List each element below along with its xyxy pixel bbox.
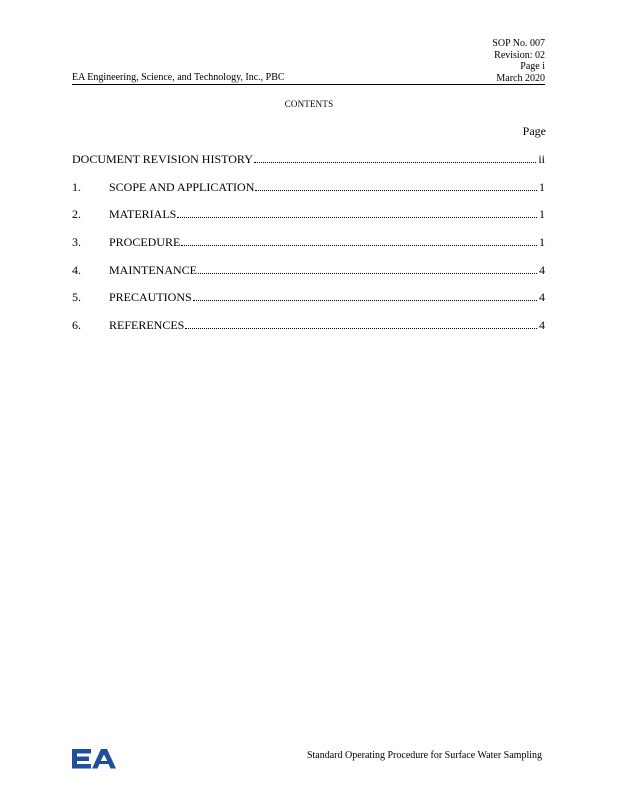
toc-entry-procedure[interactable] [72, 235, 545, 263]
toc-entry-maintenance[interactable] [72, 263, 545, 291]
header-divider [72, 84, 545, 85]
toc-leader-dots [193, 300, 537, 301]
toc-entry-number: 1. [72, 179, 81, 194]
company-name: EA Engineering, Science, and Technology, Inc., PBC [72, 72, 285, 83]
toc-entry-page: 1 [539, 207, 545, 222]
toc-entry-title: PROCEDURE [109, 235, 181, 250]
toc-entry-scope[interactable] [72, 180, 545, 208]
toc-entry-references[interactable] [72, 318, 545, 346]
toc-leader-dots [181, 245, 537, 246]
toc-entry-precautions[interactable] [72, 290, 545, 318]
toc-leader-dots [254, 162, 536, 163]
sop-number: SOP No. 007 [492, 38, 545, 49]
toc-leader-dots [185, 328, 537, 329]
toc-entry-revision-history[interactable] [72, 152, 545, 180]
ea-logo-icon [72, 748, 116, 770]
toc-entry-number: 2. [72, 207, 81, 222]
page-column-label: Page [522, 124, 546, 138]
toc-entry-page: 4 [539, 318, 545, 333]
toc-leader-dots [198, 273, 537, 274]
toc-entry-page: 4 [539, 290, 545, 305]
toc-entry-title: PRECAUTIONS [109, 290, 192, 305]
toc-entry-materials[interactable] [72, 207, 545, 235]
revision-number: Revision: 02 [494, 49, 545, 61]
toc-entry-page: 1 [539, 179, 545, 194]
revision-date: March 2020 [496, 72, 545, 84]
toc-entry-number: 6. [72, 318, 81, 333]
toc-leader-dots [177, 217, 537, 218]
footer-document-title: Standard Operating Procedure for Surface Water Sampling [306, 750, 542, 761]
toc-entry-title: SCOPE AND APPLICATION [109, 179, 255, 194]
toc-entry-number: 3. [72, 235, 81, 250]
document-header-info [492, 38, 545, 84]
table-of-contents [72, 152, 545, 346]
toc-entry-page: ii [538, 152, 545, 166]
toc-entry-number: 5. [72, 290, 81, 305]
toc-entry-title: MAINTENANCE [109, 262, 197, 277]
toc-entry-title: DOCUMENT REVISION HISTORY [72, 152, 253, 166]
toc-entry-title: MATERIALS [109, 207, 177, 222]
toc-entry-page: 1 [539, 235, 545, 250]
toc-entry-title: REFERENCES [109, 318, 185, 333]
contents-title: CONTENTS [284, 99, 334, 109]
toc-entry-number: 4. [72, 262, 81, 277]
toc-leader-dots [255, 190, 537, 191]
toc-entry-page: 4 [539, 262, 545, 277]
page-number: Page i [520, 61, 545, 72]
